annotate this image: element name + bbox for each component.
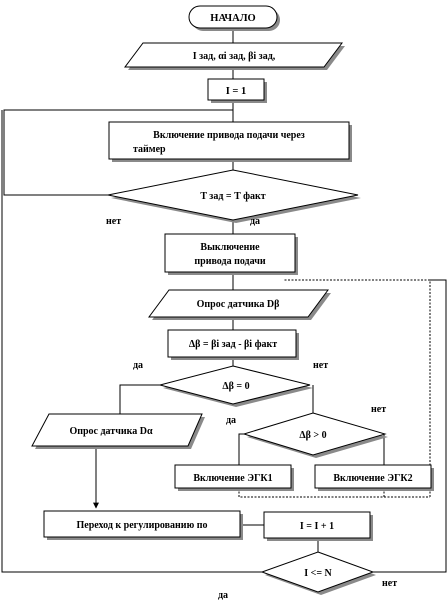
disable-feed-label-2: привода подачи: [194, 256, 266, 267]
delta-positive-label: Δβ > 0: [299, 430, 327, 441]
time-check-label: T зад = T факт: [200, 191, 266, 202]
delta-beta-label: Δβ = βi зад - βi факт: [188, 339, 278, 350]
time-check-yes-label: да: [250, 216, 261, 227]
sensor-d-alpha-label: Опрос датчика Dα: [69, 426, 153, 437]
loop-check-label: I <= N: [304, 568, 332, 579]
pos-check-yes-label: да: [226, 415, 237, 426]
sensor-d-beta-label: Опрос датчика Dβ: [196, 299, 280, 310]
delta-zero-label: Δβ = 0: [222, 381, 250, 392]
delta-yes-label: да: [133, 360, 144, 371]
loop-no-label: нет: [382, 578, 398, 589]
start-label: НАЧАЛО: [210, 13, 256, 24]
loop-yes-label: да: [218, 590, 229, 601]
time-check-no-label: нет: [106, 216, 122, 227]
pos-check-no-label: нет: [371, 404, 387, 415]
disable-feed-block: [165, 234, 298, 275]
enable-feed-label-2: таймер: [133, 144, 166, 155]
init-i-label: I = 1: [225, 86, 247, 97]
input-params-label: I зад, αi зад, βi зад,: [192, 51, 276, 62]
enable-feed-label-1: Включение привода подачи через: [153, 130, 305, 141]
disable-feed-label-1: Выключение: [200, 242, 260, 253]
enable-feed-block: [109, 122, 352, 162]
egk2-label: Включение ЭГК2: [333, 473, 413, 484]
goto-regulation-label: Переход к регулированию по: [76, 520, 208, 531]
delta-no-label: нет: [313, 360, 329, 371]
increment-i-label: I = I + 1: [299, 521, 335, 532]
egk1-label: Включение ЭГК1: [193, 473, 273, 484]
